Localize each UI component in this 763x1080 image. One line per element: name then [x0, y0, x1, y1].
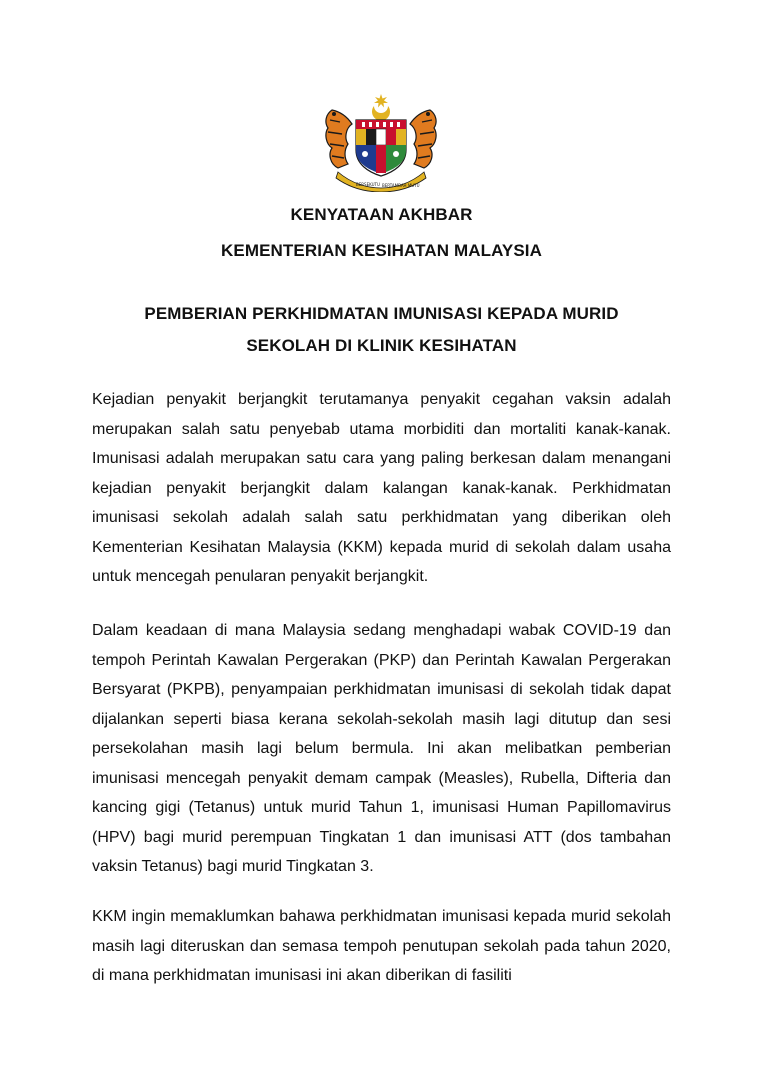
body-paragraph-1: Kejadian penyakit berjangkit terutamanya penyakit cegahan vaksin adalah merupakan salah satu penyebab utama morbiditi dan mortaliti kanak-kanak. Imunisasi adalah merupakan satu cara yang paling berkesan dalam menangani kejadian penyakit berjangkit dalam kalangan kanak-kanak. Perkhidmatan imunisasi sekolah adalah salah satu perkhidmatan yang diberikan oleh Kementerian Kesihatan Malaysia (KKM) kepada murid di sekolah dalam usaha untuk mencegah penularan penyakit berjangkit. — [92, 391, 671, 585]
crest-motto-left: BERSEKUTU — [356, 182, 380, 187]
body-paragraph-3: KKM ingin memaklumkan bahawa perkhidmatan imunisasi kepada murid sekolah masih lagi diteruskan dan semasa tempoh penutupan sekolah pada tahun 2020, di mana perkhidmatan imunisasi ini akan diberikan di fasiliti — [92, 908, 671, 984]
crescent-star-icon — [372, 94, 390, 121]
body-paragraph-2: Dalam keadaan di mana Malaysia sedang menghadapi wabak COVID-19 dan tempoh Perintah Kawalan Pergerakan (PKP) dan Perintah Kawalan Pergerakan Bersyarat (PKPB), penyampaian perkhidmatan imunisasi di sekolah tidak dapat dijalankan seperti biasa kerana sekolah-sekolah masih lagi ditutup dan sesi persekolahan masih lagi belum bermula. Ini akan melibatkan pemberian imunisasi mencegah penyakit demam campak (Measles), Rubella, Difteria dan kancing gigi (Tetanus) untuk murid Tahun 1, imunisasi Human Papillomavirus (HPV) bagi murid perempuan Tingkatan 1 dan imunisasi ATT (dos tambahan vaksin Tetanus) bagi murid Tingkatan 3. — [92, 622, 671, 875]
malaysia-coat-of-arms-icon — [318, 92, 444, 192]
right-tiger-icon — [410, 110, 436, 168]
crest-motto-right: BERTAMBAH MUTU — [382, 183, 420, 188]
shield-icon — [356, 120, 406, 176]
ministry-name: KEMENTERIAN KESIHATAN MALAYSIA — [221, 241, 542, 260]
title-line-2: SEKOLAH DI KLINIK KESIHATAN — [246, 336, 517, 355]
title-line-1: PEMBERIAN PERKHIDMATAN IMUNISASI KEPADA MURID — [144, 304, 619, 323]
press-release-label: KENYATAAN AKHBAR — [290, 205, 473, 224]
left-tiger-icon — [326, 110, 352, 168]
